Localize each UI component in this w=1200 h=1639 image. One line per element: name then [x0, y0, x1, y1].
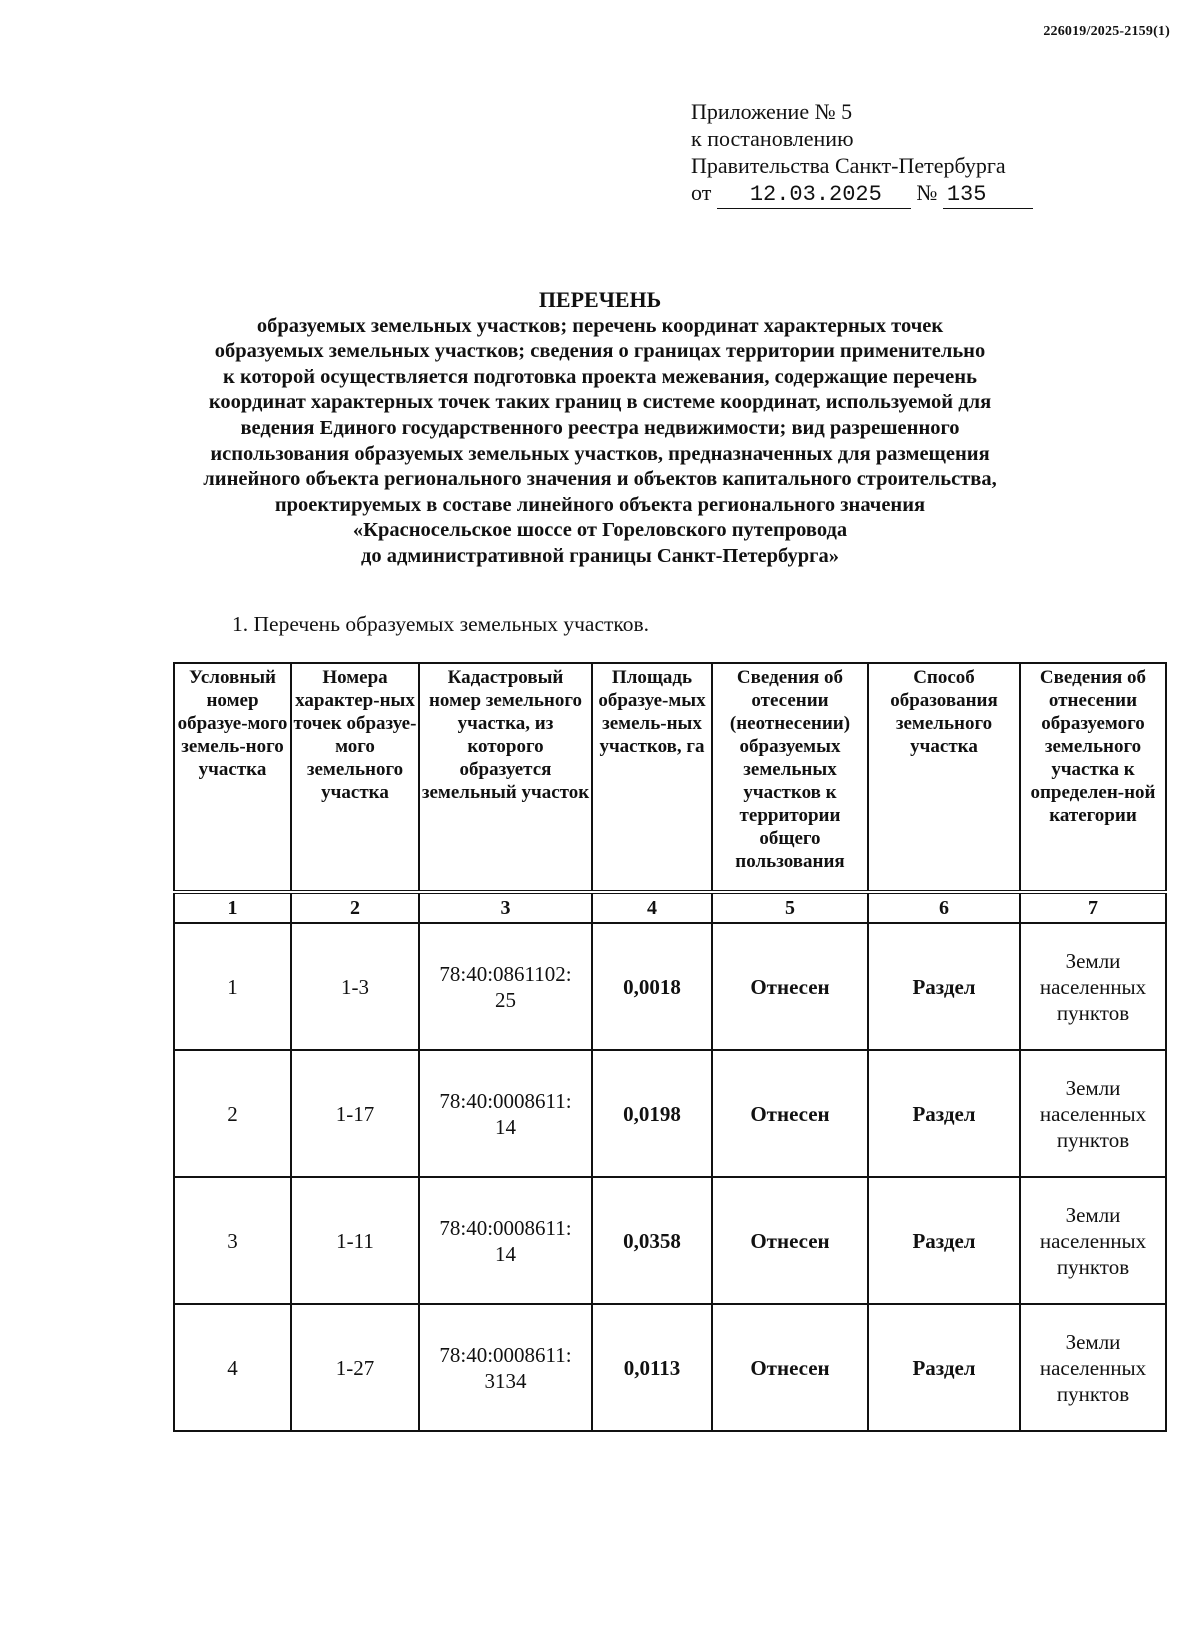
table-header-row	[174, 663, 1166, 892]
annex-line-2: к постановлению	[691, 126, 854, 151]
document-title	[150, 287, 1050, 570]
cadastral-number: 78:40:0861102: 25	[419, 923, 592, 1050]
document-id: 226019/2025-2159(1)	[1043, 24, 1170, 39]
cadastral-number: 78:40:0008611: 3134	[419, 1304, 592, 1431]
header-cell: Сведения об отнесении образуемого земельного участка к определен-ной категории	[1020, 663, 1166, 892]
column-number-row	[174, 892, 1166, 923]
title-heading: ПЕРЕЧЕНЬ	[538, 287, 662, 312]
header-cell: Условный номер образуе-мого земель-ного участка	[174, 663, 291, 892]
public-use-status: Отнесен	[712, 1177, 868, 1304]
title-line: линейного объекта регионального значения и объектов капитального строительства,	[203, 468, 997, 491]
column-number: 7	[1020, 892, 1166, 923]
header-cell: Кадастровый номер земельного участка, из которого образуется земельный участок	[419, 663, 592, 892]
table-row	[174, 1304, 1166, 1431]
plot-number: 2	[174, 1050, 291, 1177]
number-prefix: №	[916, 180, 938, 205]
plot-number: 3	[174, 1177, 291, 1304]
title-line: ведения Единого государственного реестра недвижимости; вид разрешенного	[240, 416, 960, 439]
plot-number: 4	[174, 1304, 291, 1431]
land-plots-table	[173, 662, 1167, 1432]
title-line: «Красносельское шоссе от Гореловского путепровода	[352, 519, 848, 542]
title-line: образуемых земельных участков; сведения о границах территории применительно	[214, 340, 986, 363]
title-line: до административной границы Санкт-Петербурга»	[361, 544, 839, 567]
formation-method: Раздел	[868, 1050, 1020, 1177]
points-range: 1-27	[291, 1304, 419, 1431]
points-range: 1-3	[291, 923, 419, 1050]
title-line: образуемых земельных участков; перечень координат характерных точек	[256, 314, 944, 337]
annex-date-line	[691, 179, 1033, 209]
plot-area: 0,0358	[592, 1177, 712, 1304]
date-prefix: от	[691, 180, 712, 205]
header-cell: Сведения об отесении (неотнесении) образуемых земельных участков к территории общего пользования	[712, 663, 868, 892]
title-line: к которой осуществляется подготовка проекта межевания, содержащие перечень	[223, 365, 977, 388]
title-line: координат характерных точек таких границ в системе координат, используемой для	[208, 391, 992, 414]
formation-method: Раздел	[868, 1304, 1020, 1431]
land-category: Земли населенных пунктов	[1020, 923, 1166, 1050]
header-cell: Способ образования земельного участка	[868, 663, 1020, 892]
public-use-status: Отнесен	[712, 1050, 868, 1177]
plot-area: 0,0113	[592, 1304, 712, 1431]
column-number: 6	[868, 892, 1020, 923]
cadastral-number: 78:40:0008611: 14	[419, 1050, 592, 1177]
land-category: Земли населенных пунктов	[1020, 1304, 1166, 1431]
header-cell: Площадь образуе-мых земель-ных участков, га	[592, 663, 712, 892]
plot-number: 1	[174, 923, 291, 1050]
section-title: 1. Перечень образуемых земельных участков.	[232, 612, 650, 636]
land-category: Земли населенных пунктов	[1020, 1177, 1166, 1304]
table-row	[174, 923, 1166, 1050]
resolution-date: 12.03.2025	[717, 181, 911, 209]
public-use-status: Отнесен	[712, 1304, 868, 1431]
plot-area: 0,0018	[592, 923, 712, 1050]
table-row	[174, 1177, 1166, 1304]
annex-line-1: Приложение № 5	[691, 99, 853, 124]
points-range: 1-11	[291, 1177, 419, 1304]
column-number: 4	[592, 892, 712, 923]
title-line: использования образуемых земельных участков, предназначенных для размещения	[210, 442, 990, 465]
public-use-status: Отнесен	[712, 923, 868, 1050]
column-number: 2	[291, 892, 419, 923]
column-number: 5	[712, 892, 868, 923]
table-row	[174, 1050, 1166, 1177]
column-number: 3	[419, 892, 592, 923]
header-cell: Номера характер-ных точек образуе-мого земельного участка	[291, 663, 419, 892]
formation-method: Раздел	[868, 923, 1020, 1050]
points-range: 1-17	[291, 1050, 419, 1177]
plot-area: 0,0198	[592, 1050, 712, 1177]
land-category: Земли населенных пунктов	[1020, 1050, 1166, 1177]
resolution-number: 135	[943, 181, 1033, 209]
cadastral-number: 78:40:0008611: 14	[419, 1177, 592, 1304]
annex-block	[691, 98, 1033, 209]
annex-line-3: Правительства Санкт-Петербурга	[691, 153, 1006, 178]
formation-method: Раздел	[868, 1177, 1020, 1304]
column-number: 1	[174, 892, 291, 923]
title-line: проектируемых в составе линейного объекта регионального значения	[274, 493, 926, 516]
